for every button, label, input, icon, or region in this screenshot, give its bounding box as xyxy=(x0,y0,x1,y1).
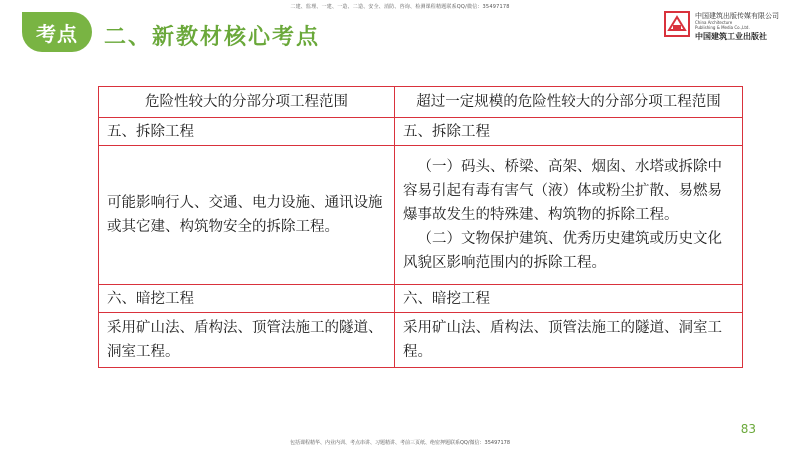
top-watermark-note: 二建、监理、一建、一造、二造、安全、消防、咨询、检测课程精题联系QQ/微信：35497178 xyxy=(290,4,510,10)
section-title-demolition-left: 五、拆除工程 xyxy=(99,118,395,146)
topic-badge: 考点 xyxy=(22,12,92,52)
tunneling-left-text: 采用矿山法、盾构法、顶管法施工的隧道、洞室工程。 xyxy=(99,313,395,368)
publisher-emblem-icon xyxy=(664,11,690,37)
publisher-name-en-line2: Publishing & Media Co.,Ltd. xyxy=(695,25,750,30)
page-title: 二、新教材核心考点 xyxy=(104,25,321,50)
table-header-row xyxy=(99,87,743,118)
demolition-right-paragraph-1: （一）码头、桥梁、高架、烟囱、水塔或拆除中容易引起有毒有害气（液）体或粉尘扩散、易燃易爆事故发生的特殊建、构筑物的拆除工程。 xyxy=(403,159,722,223)
header-cell-general: 危险性较大的分部分项工程范围 xyxy=(99,87,395,118)
publisher-name-en-line1: China Architecture xyxy=(695,20,733,25)
header-cell-large-scale: 超过一定规模的危险性较大的分部分项工程范围 xyxy=(395,87,743,118)
demolition-right-cell xyxy=(395,146,743,285)
table-row xyxy=(99,285,743,313)
table-row xyxy=(99,313,743,368)
publisher-name-en xyxy=(695,20,750,30)
page-number: 83 xyxy=(740,422,756,436)
table-row xyxy=(99,146,743,285)
section-title-demolition-right: 五、拆除工程 xyxy=(395,118,743,146)
publisher-logo-block xyxy=(664,9,782,45)
tunneling-right-text: 采用矿山法、盾构法、顶管法施工的隧道、洞室工程。 xyxy=(395,313,743,368)
demolition-right-paragraph-2: （二）文物保护建筑、优秀历史建筑或历史文化风貌区影响范围内的拆除工程。 xyxy=(403,231,722,271)
publisher-name-cn: 中国建筑出版传媒有限公司 xyxy=(695,12,779,20)
bottom-watermark-note: 包括课程精华、内业内训、考点串讲、习题精讲、考前三页纸、绝密押题联系QQ/微信：35497178 xyxy=(289,440,510,446)
section-title-tunneling-right: 六、暗挖工程 xyxy=(395,285,743,313)
publisher-brand-calligraphy: 中国建筑工业出版社 xyxy=(695,31,767,41)
section-title-tunneling-left: 六、暗挖工程 xyxy=(99,285,395,313)
scope-comparison-table xyxy=(98,86,743,368)
demolition-left-text: 可能影响行人、交通、电力设施、通讯设施或其它建、构筑物安全的拆除工程。 xyxy=(99,146,395,285)
table-row xyxy=(99,118,743,146)
